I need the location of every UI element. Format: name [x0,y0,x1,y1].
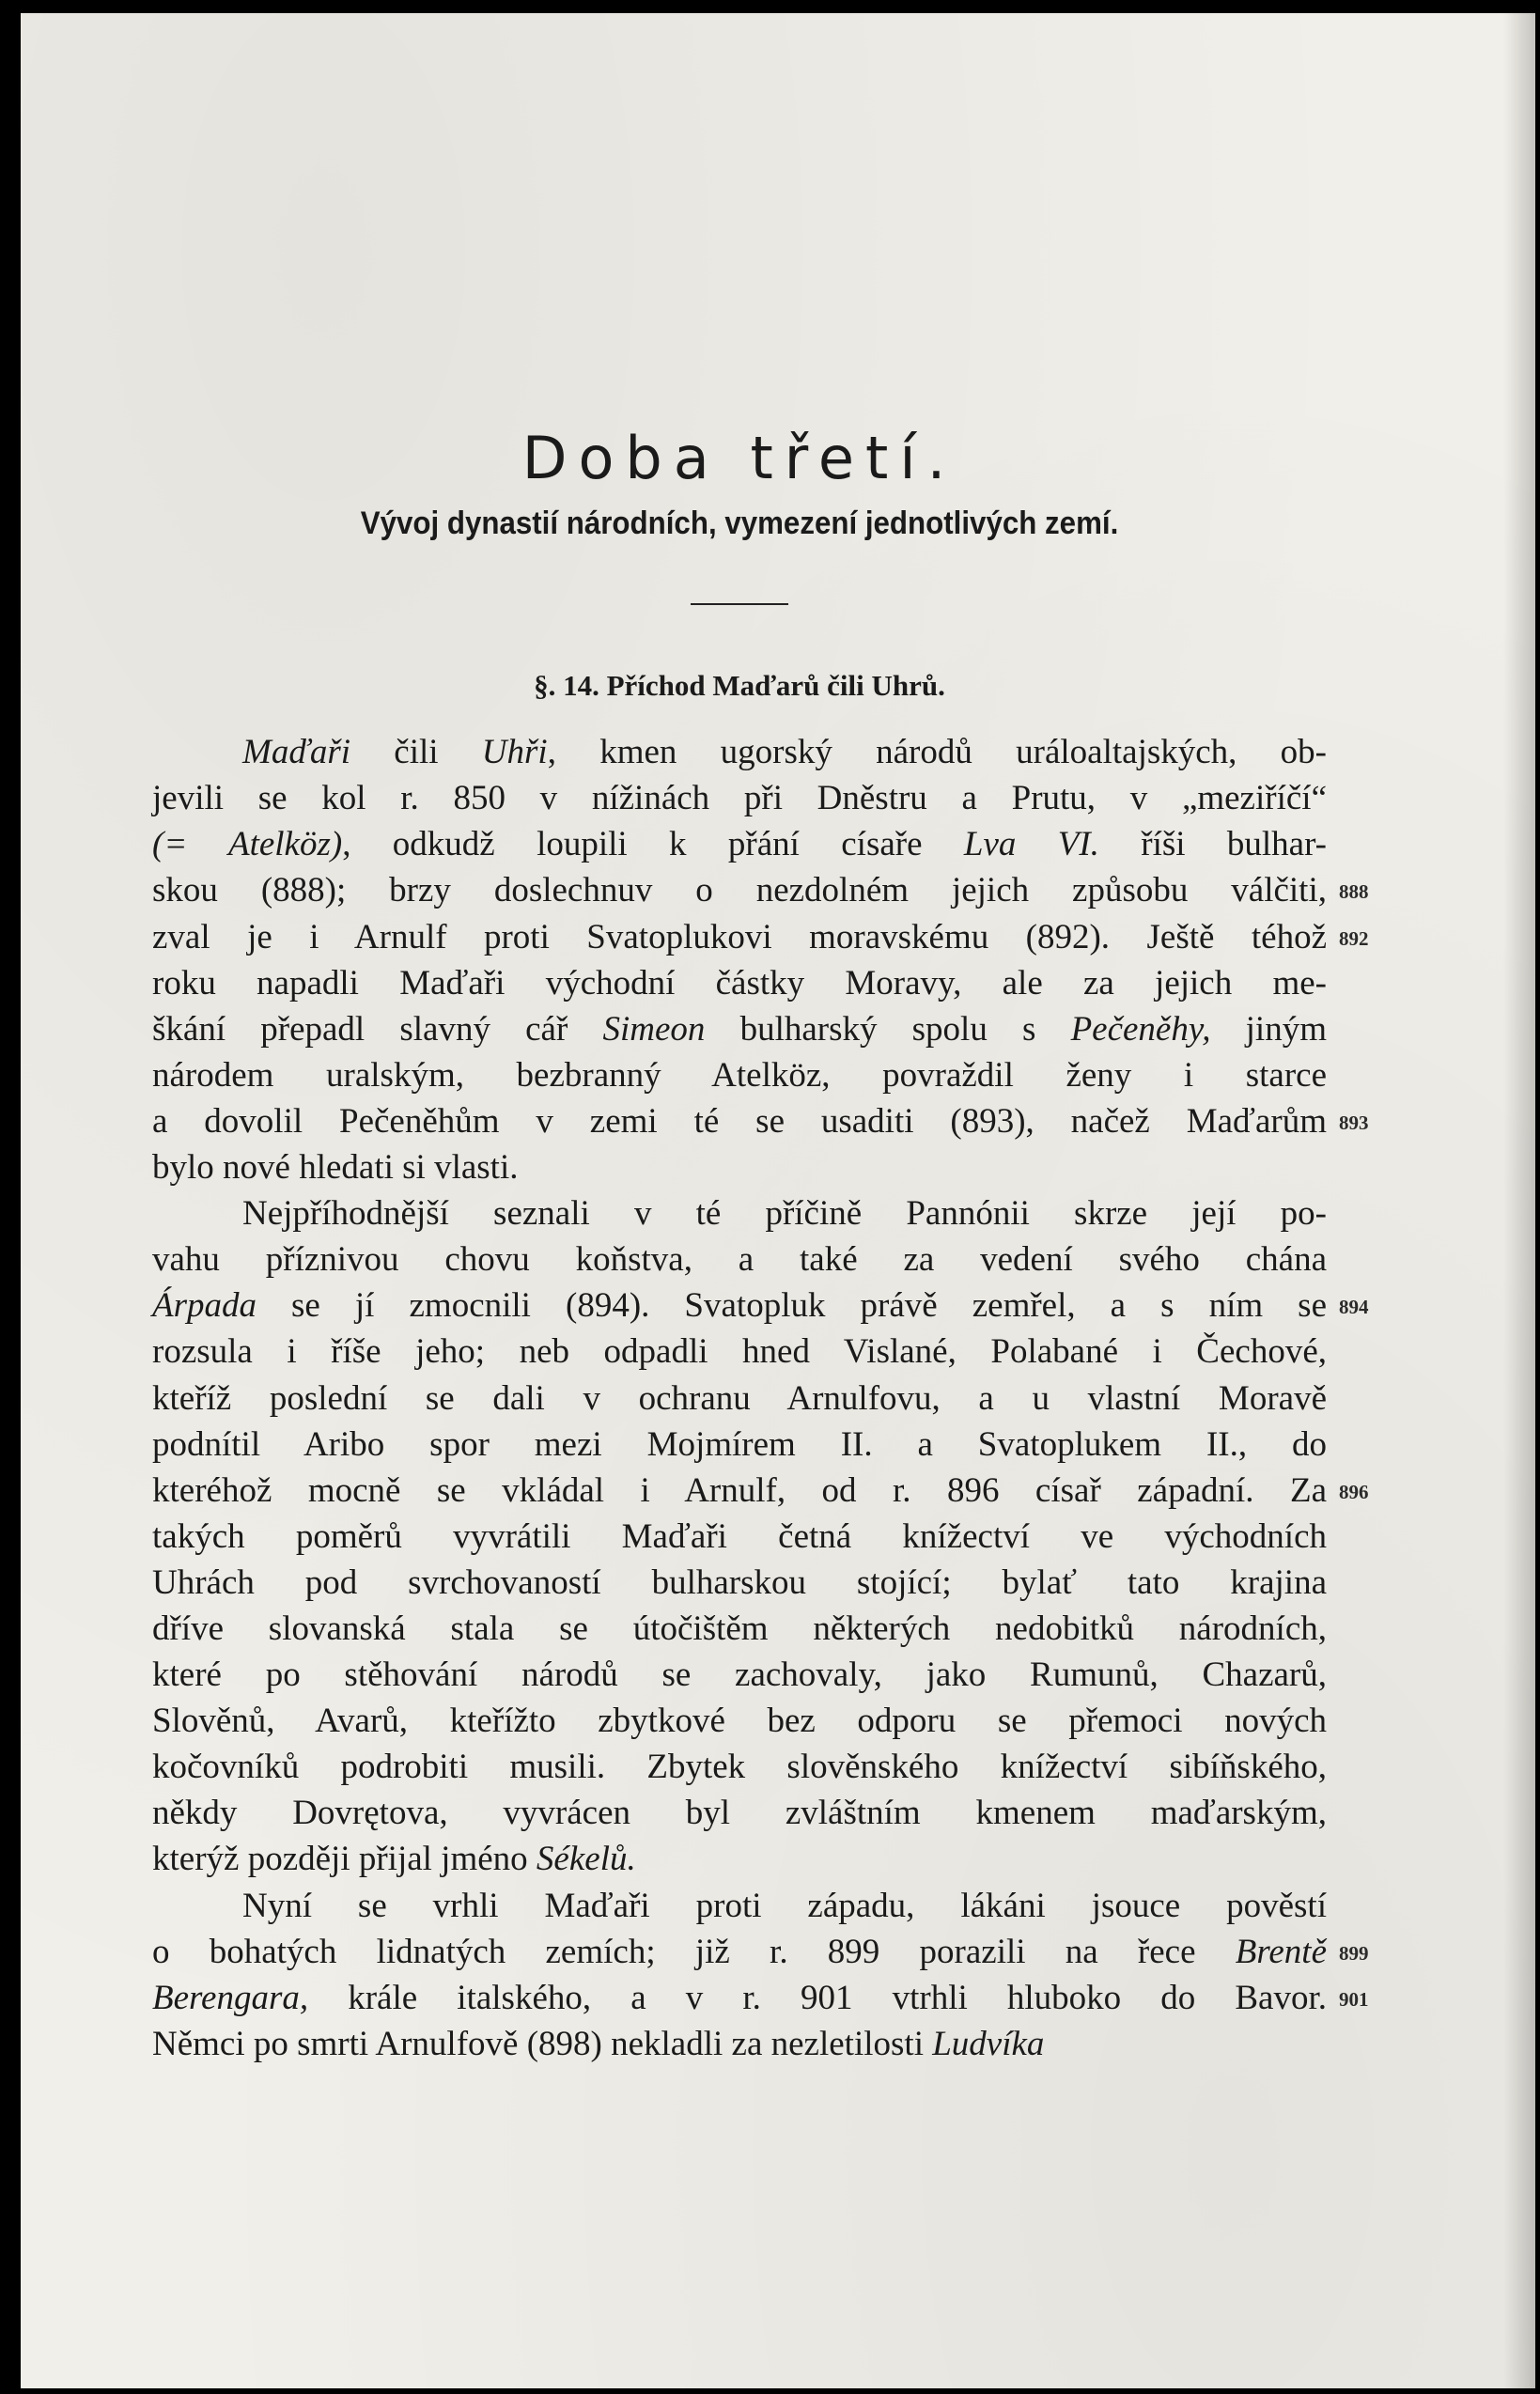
text-line [152,821,1327,867]
text-run: , odkudž loupili k přání císaře [342,825,964,864]
margin-year-note: 894 [1339,1296,1369,1319]
text-line [152,1468,1327,1514]
text-line [152,775,1327,821]
italic-term: Maďaři [242,733,351,772]
era-subtitle: Vývoj dynastií národních, vymezení jednotlivých zemí. [360,505,1119,542]
text-line [152,1836,1327,1882]
text-run: Nyní se vrhli Maďaři proti západu, lákáni jsouce pověstí [242,1886,1327,1925]
text-run: vahu příznivou chovu koňstva, a také za vedení svého chána [152,1240,1327,1280]
text-run: čili [350,733,482,772]
margin-year-note: 892 [1339,926,1369,950]
text-line [152,1698,1327,1744]
text-line [152,1282,1327,1329]
text-run: o bohatých lidnatých zemích; již r. 899 porazili na řece [152,1932,1236,1971]
text-run: kteréhož mocně se vkládal i Arnulf, od r. 896 císař západní. Za [152,1470,1327,1510]
paragraph [152,1883,1327,2067]
italic-term: Berengara, [152,1978,309,2017]
text-run: Slověnů, Avarů, kteřížto zbytkové bez odporu se přemoci nových [152,1702,1327,1741]
text-line [152,960,1327,1006]
text-run: a dovolil Pečeněhům v zemi té se usaditi (893), načež Maďarům [152,1101,1327,1141]
margin-year-note: 893 [1339,1111,1369,1134]
text-line [152,1606,1327,1652]
text-line [152,1514,1327,1560]
italic-term: Ludvíka [932,2024,1045,2063]
section-heading: §. 14. Příchod Maďarů čili Uhrů. [534,669,945,703]
text-line [152,1006,1327,1052]
text-run: bulharský spolu s [705,1009,1071,1049]
italic-term: Pečeněhy, [1070,1009,1211,1049]
text-run: bylo nové hledati si vlasti. [152,1148,519,1188]
text-run: podnítil Aribo spor mezi Mojmírem II. a Svatoplukem II., do [152,1424,1327,1464]
era-title: Doba třetí. [521,424,957,492]
text-line [152,1376,1327,1422]
italic-term: Sékelů. [536,1840,636,1879]
text-line [152,2021,1327,2067]
text-line [152,914,1327,960]
text-run: dříve slovanská stala se útočištěm některých nedobitků národních, [152,1609,1327,1648]
margin-year-note: 896 [1339,1480,1369,1503]
text-line [152,1883,1327,1929]
text-line [152,1329,1327,1375]
page-edge-shadow [1503,13,1535,2388]
margin-year-note: 888 [1339,880,1369,904]
text-line [152,729,1327,775]
margin-year-note: 901 [1339,1987,1369,2011]
text-run: se jí zmocnili (894). Svatopluk právě zemřel, a s ním se [257,1286,1327,1326]
text-run: říši bulhar- [1098,825,1327,864]
text-line [152,1422,1327,1468]
page-content [152,424,1369,2067]
text-line [152,1236,1327,1282]
book-page [21,13,1535,2388]
text-run: někdy Dovrętova, vyvrácen byl zvláštním kmenem maďarským, [152,1794,1327,1833]
italic-term: (= Atelköz) [152,825,343,864]
italic-term: Brentě [1235,1932,1327,1971]
text-line [152,1052,1327,1098]
body-text [152,729,1327,2067]
text-run: jiným [1210,1009,1327,1049]
italic-term: Lva VI. [963,825,1099,864]
margin-year-note: 899 [1339,1941,1369,1965]
text-run: jevili se kol r. 850 v nížinách při Dněstru a Prutu, v „meziříčí“ [152,779,1327,818]
divider-rule [691,603,788,605]
italic-term: Uhři [481,733,548,772]
text-line [152,1975,1327,2021]
text-run: kterýž později přijal jméno [152,1840,537,1879]
text-line [152,1790,1327,1836]
italic-term: Árpada [152,1286,257,1326]
text-run: roku napadli Maďaři východní částky Moravy, ale za jejich me- [152,963,1327,1003]
text-run: které po stěhování národů se zachovaly, jako Rumunů, Chazarů, [152,1656,1327,1695]
italic-term: Simeon [602,1009,706,1049]
text-line [152,867,1327,913]
text-run: kočovníků podrobiti musili. Zbytek slověnského knížectví sibíňského, [152,1748,1327,1787]
text-line [152,1652,1327,1698]
paragraph [152,729,1327,1190]
text-run: národem uralským, bezbranný Atelköz, povraždil ženy i starce [152,1055,1327,1095]
text-line [152,1144,1327,1190]
text-run: takých poměrů vyvrátili Maďaři četná knížectví ve východních [152,1516,1327,1556]
text-run: krále italského, a v r. 901 vtrhli hluboko do Bavor. [308,1978,1327,2017]
text-run: rozsula i říše jeho; neb odpadli hned Vislané, Polabané i Čechové, [152,1332,1327,1372]
text-run: škání přepadl slavný cář [152,1009,603,1049]
text-line [152,1929,1327,1975]
text-run: kteříž poslední se dali v ochranu Arnulfovu, a u vlastní Moravě [152,1378,1327,1418]
text-run: skou (888); brzy doslechnuv o nezdolném jejich způsobu válčiti, [152,871,1327,910]
text-line [152,1560,1327,1606]
text-run: Uhrách pod svrchovaností bulharskou stojící; bylať tato krajina [152,1562,1327,1602]
text-line [152,1744,1327,1790]
text-run: Nejpříhodnější seznali v té příčině Pannónii skrze její po- [242,1194,1327,1234]
text-run: , kmen ugorský národů uráloaltajských, ob- [547,733,1327,772]
text-run: Němci po smrti Arnulfově (898) nekladli za nezletilosti [152,2024,933,2063]
text-line [152,1190,1327,1236]
paragraph [152,1190,1327,1882]
text-line [152,1098,1327,1144]
text-run: zval je i Arnulf proti Svatoplukovi moravskému (892). Ještě téhož [152,917,1327,956]
